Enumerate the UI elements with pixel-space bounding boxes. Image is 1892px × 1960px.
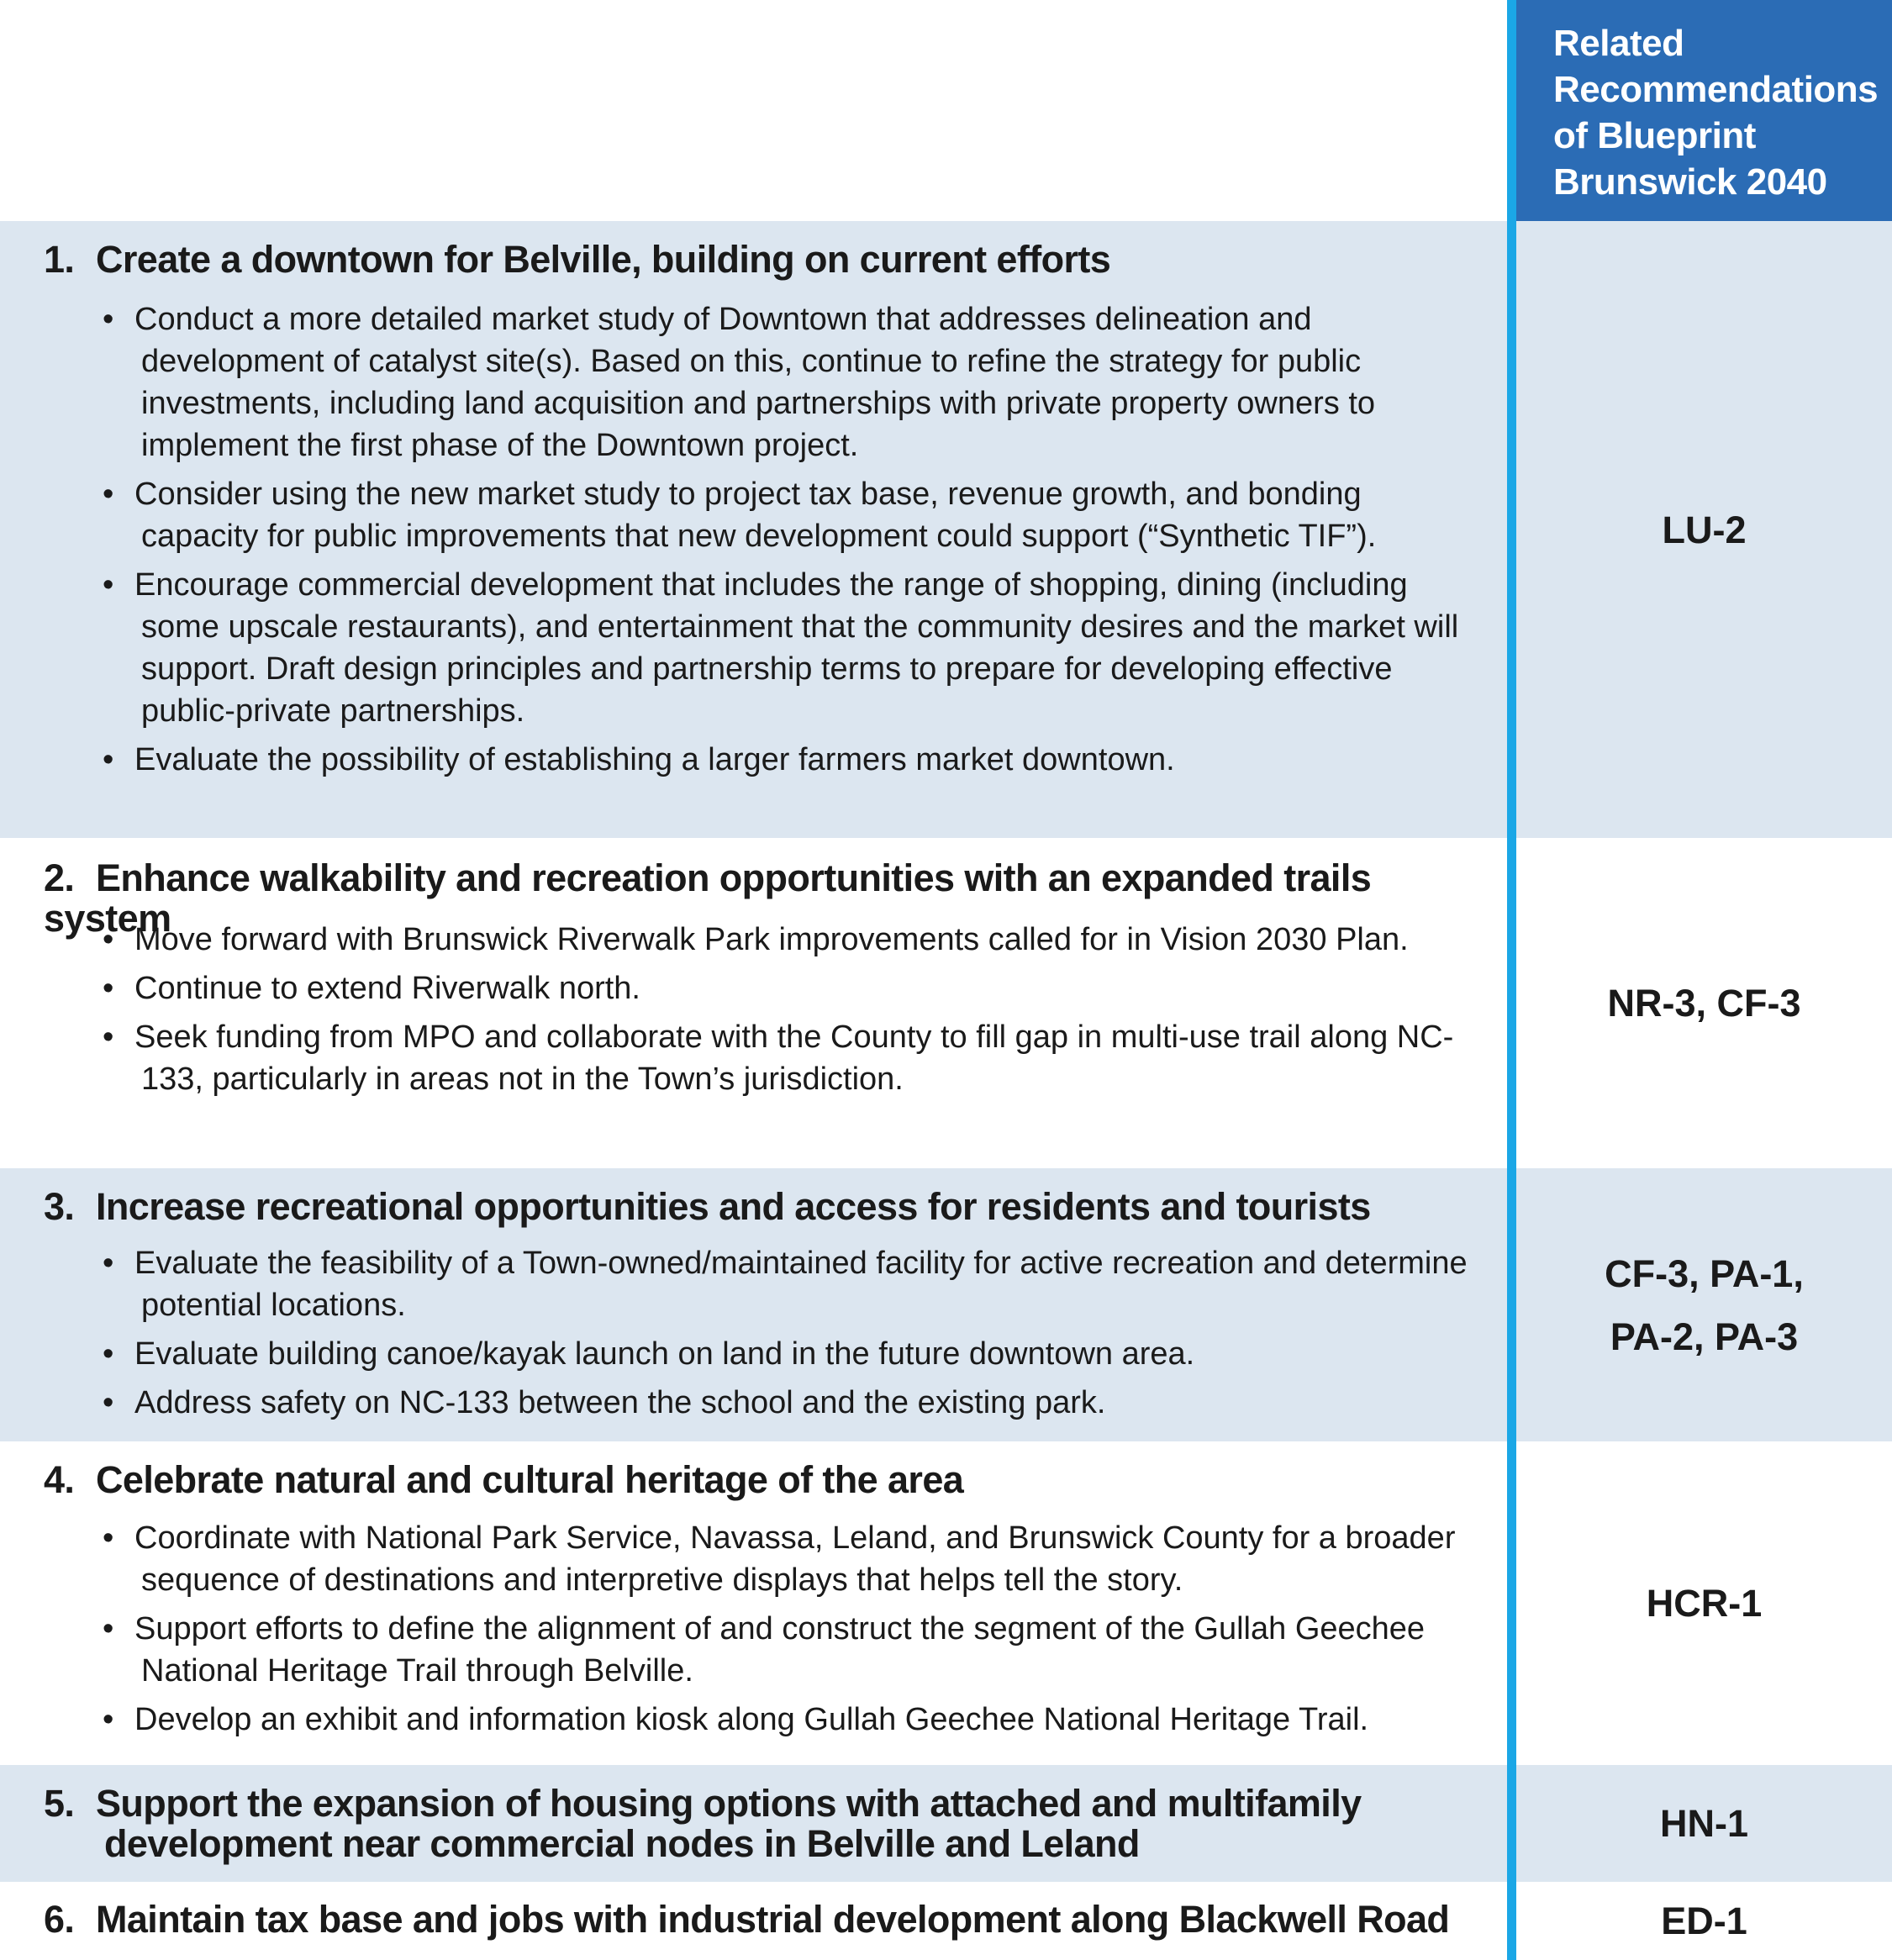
bullet-item: • Seek funding from MPO and collaborate with the County to fill gap in multi-use trail along NC-133, particularly in areas not in the Town’s jurisdiction. [103,1016,1482,1100]
column-divider [1507,0,1516,1960]
item-number: 2. [44,856,75,899]
ref-text: NR-3, CF-3 [1607,982,1801,1025]
item-title-text: Maintain tax base and jobs with industrial development along Blackwell Road [96,1898,1450,1941]
bullet-item: • Move forward with Brunswick Riverwalk Park improvements called for in Vision 2030 Plan. [103,919,1482,961]
recommendation-title-5 [44,1783,1490,1864]
bullet-item: • Address safety on NC-133 between the school and the existing park. [103,1382,1482,1424]
ref-text: CF-3, PA-1, [1605,1251,1804,1295]
recommendation-row-1 [0,221,1507,838]
bullet-list-1 [103,298,1482,788]
item-number: 5. [44,1782,75,1825]
bullet-list-2 [103,919,1482,1107]
related-ref-5 [1516,1765,1892,1882]
ref-text: LU-2 [1662,508,1747,551]
recommendation-row-2 [0,838,1507,1168]
related-ref-1 [1516,221,1892,838]
related-ref-6 [1516,1882,1892,1960]
ref-text: HN-1 [1659,1802,1748,1845]
bullet-item: • Evaluate building canoe/kayak launch on land in the future downtown area. [103,1333,1482,1375]
bullet-item: • Consider using the new market study to project tax base, revenue growth, and bonding capacity for public improvements that new development could support (“Synthetic TIF”). [103,473,1482,557]
item-number: 6. [44,1898,75,1941]
related-recommendations-header [1515,0,1892,221]
item-title-text: Celebrate natural and cultural heritage of the area [96,1458,964,1501]
header-line-4: Brunswick 2040 [1553,161,1827,203]
related-ref-2 [1516,838,1892,1168]
recommendation-row-4 [0,1441,1507,1765]
bullet-item: • Continue to extend Riverwalk north. [103,967,1482,1009]
item-title-text-continued: development near commercial nodes in Belville and Leland [104,1822,1140,1865]
recommendation-row-6 [0,1882,1507,1960]
bullet-item: • Encourage commercial development that includes the range of shopping, dining (including some upscale restaurants), and entertainment that the community desires and the market will support. Draft design principles and partnership terms to prepare for developing effective public-private partnerships. [103,564,1482,732]
ref-text: ED-1 [1661,1899,1747,1942]
related-ref-3 [1516,1168,1892,1441]
bullet-item: • Evaluate the possibility of establishing a larger farmers market downtown. [103,739,1482,781]
header-line-2: Recommendations [1553,69,1879,110]
bullet-list-3 [103,1242,1482,1430]
item-title-text: Increase recreational opportunities and access for residents and tourists [96,1185,1371,1228]
header-line-3: of Blueprint [1553,115,1756,156]
recommendation-title-4 [44,1460,1490,1500]
ref-text: PA-2, PA-3 [1610,1315,1799,1358]
item-title-text: Create a downtown for Belville, building on current efforts [96,238,1111,281]
item-number: 3. [44,1185,75,1228]
recommendation-row-3 [0,1168,1507,1441]
related-ref-4 [1516,1441,1892,1765]
bullet-item: • Support efforts to define the alignment of and construct the segment of the Gullah Geechee National Heritage Trail through Belville. [103,1608,1482,1692]
header-line-1: Related [1553,23,1684,64]
bullet-list-4 [103,1517,1482,1747]
recommendation-row-5 [0,1765,1507,1882]
bullet-item: • Coordinate with National Park Service, Navassa, Leland, and Brunswick County for a broader sequence of destinations and interpretive displays that helps tell the story. [103,1517,1482,1601]
bullet-item: • Evaluate the feasibility of a Town-owned/maintained facility for active recreation and determine potential locations. [103,1242,1482,1326]
recommendation-title-1 [44,240,1490,280]
recommendation-title-3 [44,1187,1490,1227]
bullet-item: • Conduct a more detailed market study of Downtown that addresses delineation and development of catalyst site(s). Based on this, continue to refine the strategy for public investments, including land acquisition and partnerships with private property owners to implement the first phase of the Downtown project. [103,298,1482,466]
item-number: 1. [44,238,75,281]
item-title-text: Support the expansion of housing options with attached and multifamily [96,1782,1362,1825]
bullet-item: • Develop an exhibit and information kiosk along Gullah Geechee National Heritage Trail. [103,1699,1482,1741]
item-title-text: Enhance walkability and recreation opportunities with an expanded trails system [44,856,1372,940]
item-number: 4. [44,1458,75,1501]
recommendation-title-6 [44,1899,1490,1940]
ref-text: HCR-1 [1646,1582,1763,1625]
